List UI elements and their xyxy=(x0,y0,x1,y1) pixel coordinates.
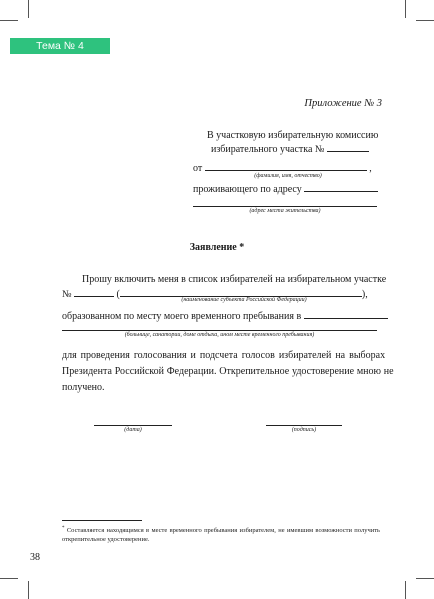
appendix-label: Приложение № 3 xyxy=(304,98,382,109)
paragraph-line: для проведения голосования и подсчета голосов избирателей на выборах xyxy=(62,350,386,361)
residing-label: проживающего по адресу xyxy=(193,184,302,195)
tema-tab: Тема № 4 xyxy=(10,38,110,54)
close-paren: ), xyxy=(361,289,368,300)
temporary-stay-field-start[interactable] xyxy=(304,309,388,319)
temporary-stay-row xyxy=(62,309,388,322)
crop-mark xyxy=(28,0,29,18)
crop-mark xyxy=(0,578,18,579)
footnote-divider xyxy=(62,520,142,521)
document-title: Заявление * xyxy=(189,242,245,253)
from-label: от xyxy=(193,163,203,174)
polling-station-line xyxy=(211,142,369,155)
number-label: № xyxy=(62,289,72,300)
polling-station-number-field[interactable] xyxy=(327,142,369,152)
paragraph-line: Президента Российской Федерации. Открепительное удостоверение мною не xyxy=(62,366,394,377)
address-field[interactable] xyxy=(193,206,377,207)
addressee-line: В участковую избирательную комиссию xyxy=(207,130,379,141)
footnote-marker: * xyxy=(62,526,65,531)
date-caption: (дата) xyxy=(124,427,142,433)
full-name-caption: (фамилия, имя, отчество) xyxy=(254,173,322,179)
signature-caption: (подпись) xyxy=(291,427,317,433)
crop-mark xyxy=(405,0,406,18)
temporary-stay-caption: (больнице, санатории, доме отдыха, ином месте временного пребывания) xyxy=(124,332,315,338)
paragraph-line: получено. xyxy=(62,382,105,393)
crop-mark xyxy=(28,581,29,599)
address-field-start[interactable] xyxy=(304,182,378,192)
page-number: 38 xyxy=(30,552,40,563)
crop-mark xyxy=(0,20,18,21)
station-number-field[interactable] xyxy=(74,287,114,297)
date-field[interactable] xyxy=(94,425,172,426)
crop-mark xyxy=(416,578,434,579)
crop-mark xyxy=(416,20,434,21)
footnote xyxy=(62,524,380,544)
address-caption: (адрес места жительства) xyxy=(249,208,321,214)
residing-row xyxy=(193,182,378,195)
signature-field[interactable] xyxy=(266,425,342,426)
temporary-stay-field[interactable] xyxy=(62,330,377,331)
temporary-stay-label: образованном по месту моего временного пребывания в xyxy=(62,311,302,322)
polling-station-label: избирательного участка № xyxy=(211,144,325,155)
subject-caption: (наименование субъекта Российской Федерации) xyxy=(181,297,307,303)
from-comma: , xyxy=(369,163,372,174)
open-paren: ( xyxy=(116,289,120,300)
subject-field[interactable] xyxy=(120,287,362,297)
request-line: Прошу включить меня в список избирателей на избирательном участке xyxy=(82,274,387,285)
footnote-text: Составляется находящимся в месте временного пребывания избирателем, не имевшим возможности получить открепительное удостоверение. xyxy=(62,527,380,544)
full-name-field[interactable] xyxy=(205,161,367,171)
crop-mark xyxy=(405,581,406,599)
